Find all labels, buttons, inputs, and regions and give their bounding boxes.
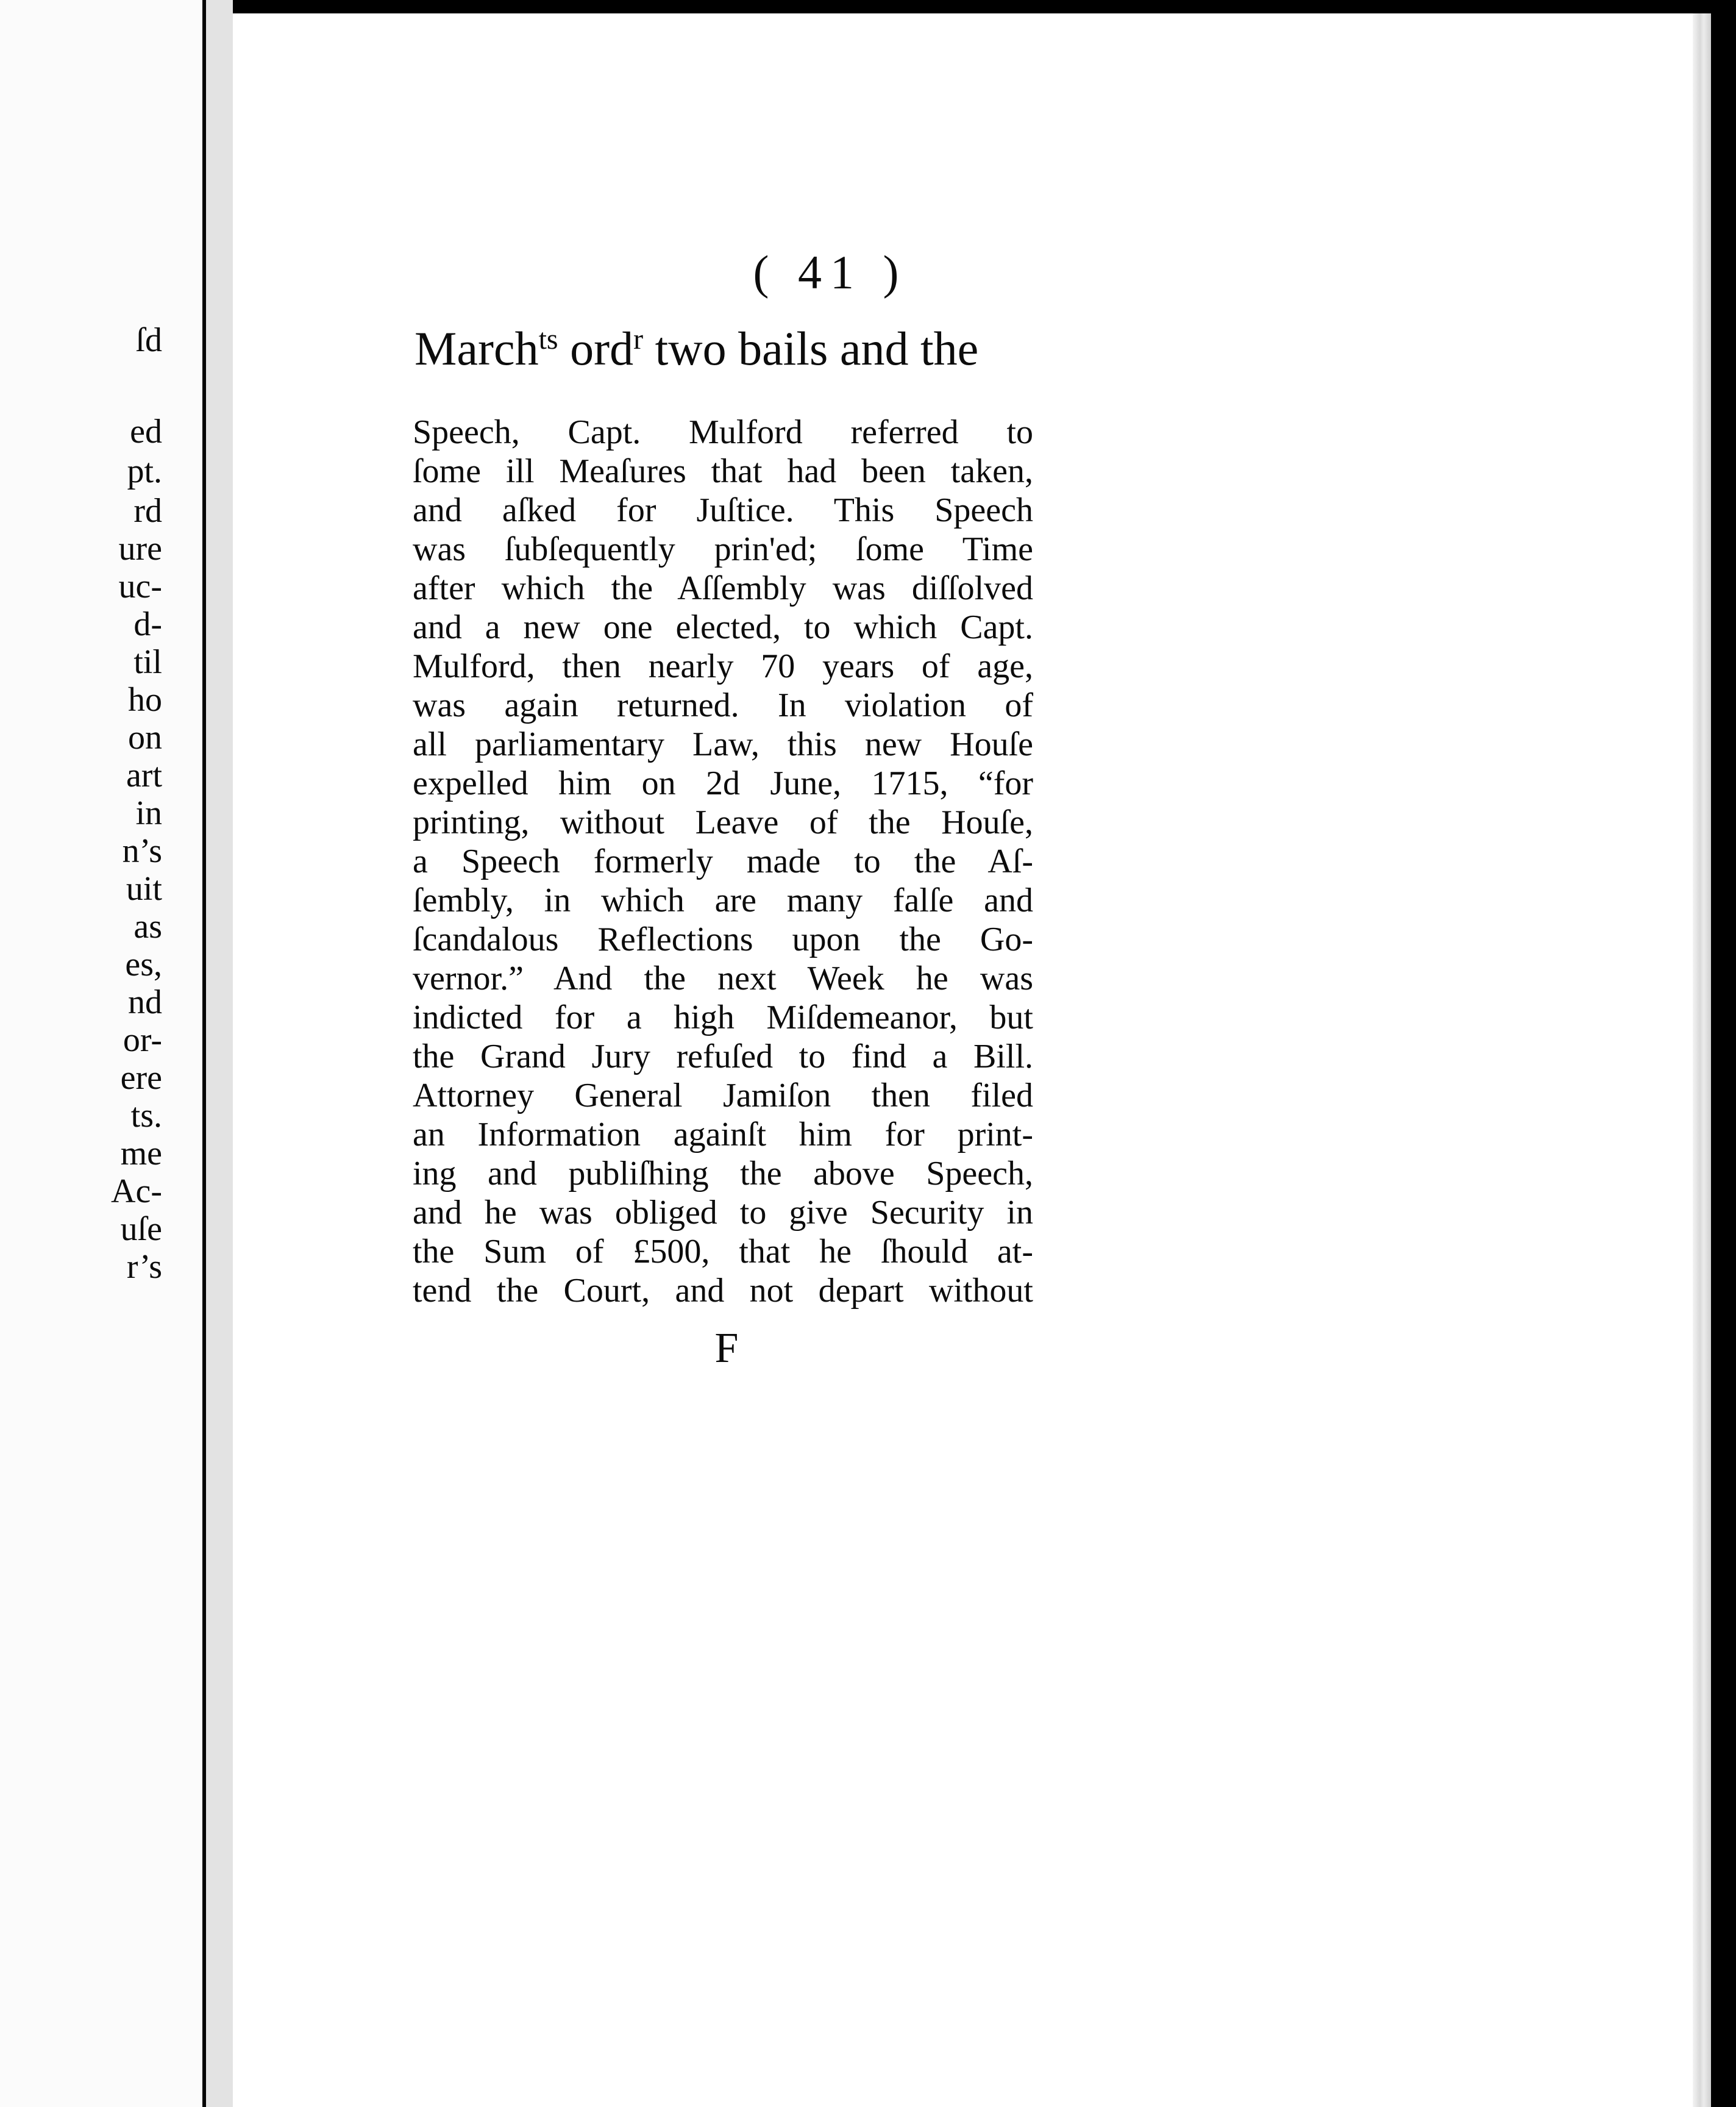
left-page-fragment: on bbox=[128, 719, 162, 757]
text-line: ing and publiſhing the above Speech, bbox=[413, 1155, 1033, 1193]
text-line: tend the Court, and not depart without bbox=[413, 1272, 1033, 1310]
left-page-fragment: or- bbox=[123, 1021, 162, 1059]
left-page-fragment: as bbox=[133, 908, 162, 946]
text-line: ſome ill Meaſures that had been taken, bbox=[413, 452, 1033, 490]
left-page-fragment: til bbox=[133, 643, 162, 681]
left-page bbox=[0, 0, 206, 2107]
left-page-fragment: in bbox=[135, 794, 162, 832]
text-line: after which the Aſſembly was diſſolved bbox=[413, 569, 1033, 607]
body-text bbox=[413, 413, 1033, 1310]
text-line: was again returned. In violation of bbox=[413, 686, 1033, 724]
catchword-sup-2: r bbox=[633, 323, 644, 355]
page-number: ( 41 ) bbox=[753, 246, 908, 299]
running-catchword bbox=[414, 321, 978, 376]
left-page-fragment: me bbox=[120, 1135, 162, 1172]
text-line: expelled him on 2d June, 1715, “for bbox=[413, 765, 1033, 802]
left-page-fragment: r’s bbox=[126, 1248, 162, 1286]
text-line: and a new one elected, to which Capt. bbox=[413, 608, 1033, 646]
left-page-fragment: nd bbox=[128, 983, 162, 1021]
left-page-text bbox=[0, 0, 202, 2107]
text-line: vernor.” And the next Week he was bbox=[413, 960, 1033, 997]
text-line: the Grand Jury refuſed to find a Bill. bbox=[413, 1038, 1033, 1075]
left-page-fragment: Ac- bbox=[111, 1172, 162, 1210]
left-page-fragment: ho bbox=[128, 681, 162, 719]
text-line: printing, without Leave of the Houſe, bbox=[413, 804, 1033, 841]
left-page-fragment: d- bbox=[133, 605, 162, 643]
text-line: ſcandalous Reflections upon the Go- bbox=[413, 921, 1033, 958]
book-gutter bbox=[206, 0, 233, 2107]
text-line: and he was obliged to give Security in bbox=[413, 1194, 1033, 1232]
left-page-fragment: art bbox=[126, 757, 162, 794]
left-page-fragment: rd bbox=[133, 492, 162, 530]
catchword-rest: two bails and the bbox=[655, 322, 979, 375]
catchword-sup-1: ts bbox=[538, 323, 558, 355]
text-line: all parliamentary Law, this new Houſe bbox=[413, 726, 1033, 763]
text-line: indicted for a high Miſdemeanor, but bbox=[413, 999, 1033, 1036]
text-line: and aſked for Juſtice. This Speech bbox=[413, 491, 1033, 529]
left-page-fragment: pt. bbox=[127, 452, 162, 490]
text-line: the Sum of £500, that he ſhould at- bbox=[413, 1233, 1033, 1271]
text-line: ſembly, in which are many falſe and bbox=[413, 882, 1033, 919]
text-line: Speech, Capt. Mulford referred to bbox=[413, 413, 1033, 451]
left-page-fragment: es, bbox=[125, 946, 162, 983]
signature-mark: F bbox=[714, 1325, 739, 1372]
page-edge bbox=[1693, 13, 1711, 2107]
left-page-fragment: n’s bbox=[122, 832, 162, 870]
left-page-fragment: ſd bbox=[135, 321, 162, 359]
left-page-fragment: ed bbox=[130, 413, 162, 451]
catchword-word-2: ord bbox=[570, 322, 634, 375]
right-page bbox=[233, 13, 1711, 2107]
scan-border bbox=[1711, 0, 1736, 2107]
text-line: was ſubſequently prin'ed; ſome Time bbox=[413, 530, 1033, 568]
text-line: a Speech formerly made to the Aſ- bbox=[413, 843, 1033, 880]
left-page-fragment: uc- bbox=[118, 568, 162, 605]
left-page-fragment: ts. bbox=[130, 1097, 162, 1135]
text-line: an Information againſt him for print- bbox=[413, 1116, 1033, 1153]
left-page-fragment: ere bbox=[120, 1059, 162, 1097]
catchword-word-1: March bbox=[414, 322, 539, 375]
text-line: Mulford, then nearly 70 years of age, bbox=[413, 647, 1033, 685]
left-page-fragment: uſe bbox=[120, 1210, 162, 1248]
left-page-fragment: uit bbox=[126, 870, 162, 908]
text-line: Attorney General Jamiſon then filed bbox=[413, 1077, 1033, 1114]
left-page-fragment: ure bbox=[118, 530, 162, 568]
